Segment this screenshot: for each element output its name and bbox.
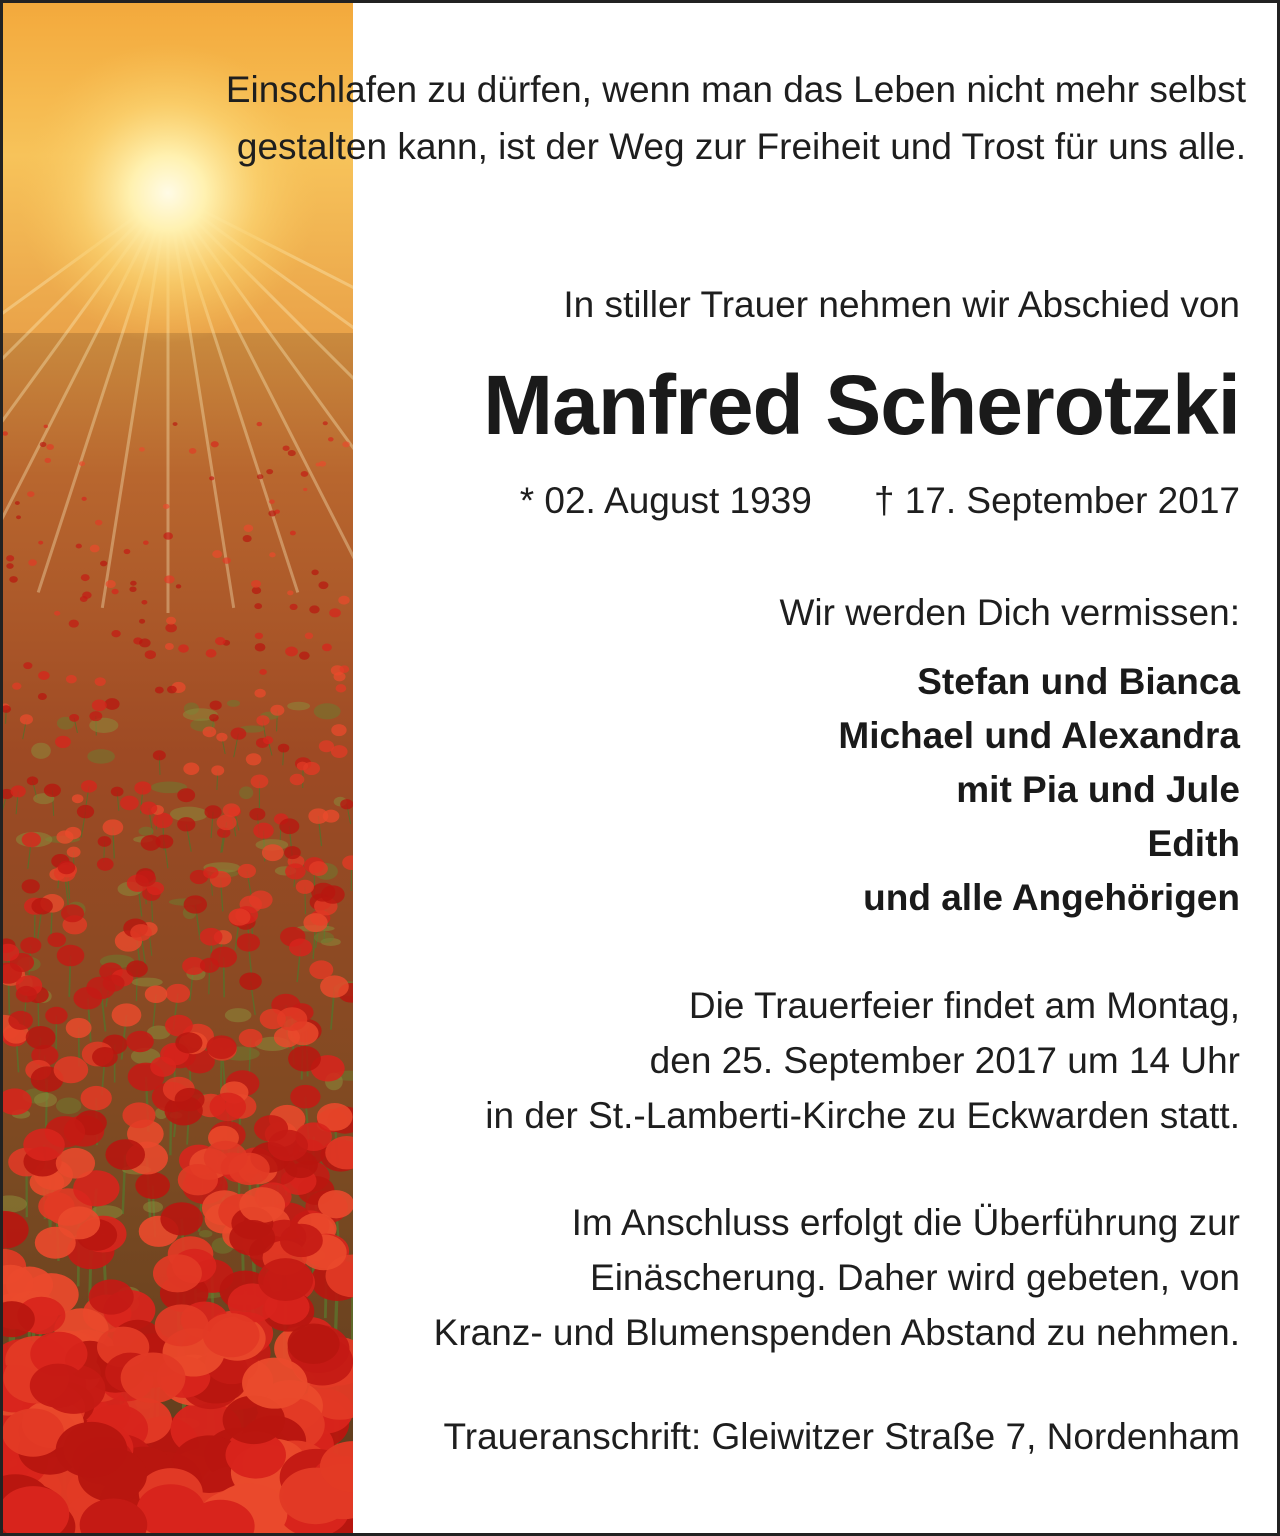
cremation-line: Im Anschluss erfolgt die Überführung zur [571,1202,1240,1243]
mourner-item: Michael und Alexandra [838,715,1240,756]
funeral-service-info [340,978,1240,1143]
death-date: † 17. September 2017 [873,480,1240,521]
motto-quote: Einschlafen zu dürfen, wenn man das Leben nicht mehr selbst gestalten kann, ist der Weg zur Freiheit und Trost für uns alle. [225,69,1246,167]
ceremony-line: Die Trauerfeier findet am Montag, [688,985,1240,1026]
cremation-line: Einäscherung. Daher wird gebeten, von [590,1257,1240,1298]
intro-line: In stiller Trauer nehmen wir Abschied von [563,284,1240,325]
mourner-item: Edith [1147,823,1240,864]
life-dates [520,477,1240,525]
mourner-item: Stefan und Bianca [917,661,1240,702]
mourner-item: und alle Angehörigen [863,877,1240,918]
mourners-list [838,655,1240,925]
cremation-info [340,1195,1240,1360]
ceremony-line: den 25. September 2017 um 14 Uhr [649,1040,1240,1081]
poppy-field-sunset-image [3,3,353,1536]
mourning-address: Traueranschrift: Gleiwitzer Straße 7, Nordenham [443,1416,1240,1457]
cremation-line: Kranz- und Blumenspenden Abstand zu nehmen. [433,1312,1240,1353]
birth-date: * 02. August 1939 [519,480,812,521]
deceased-name: Manfred Scherotzki [483,358,1240,452]
mourner-item: mit Pia und Jule [956,769,1240,810]
miss-line: Wir werden Dich vermissen: [779,592,1240,633]
ceremony-line: in der St.-Lamberti-Kirche zu Eckwarden statt. [485,1095,1240,1136]
